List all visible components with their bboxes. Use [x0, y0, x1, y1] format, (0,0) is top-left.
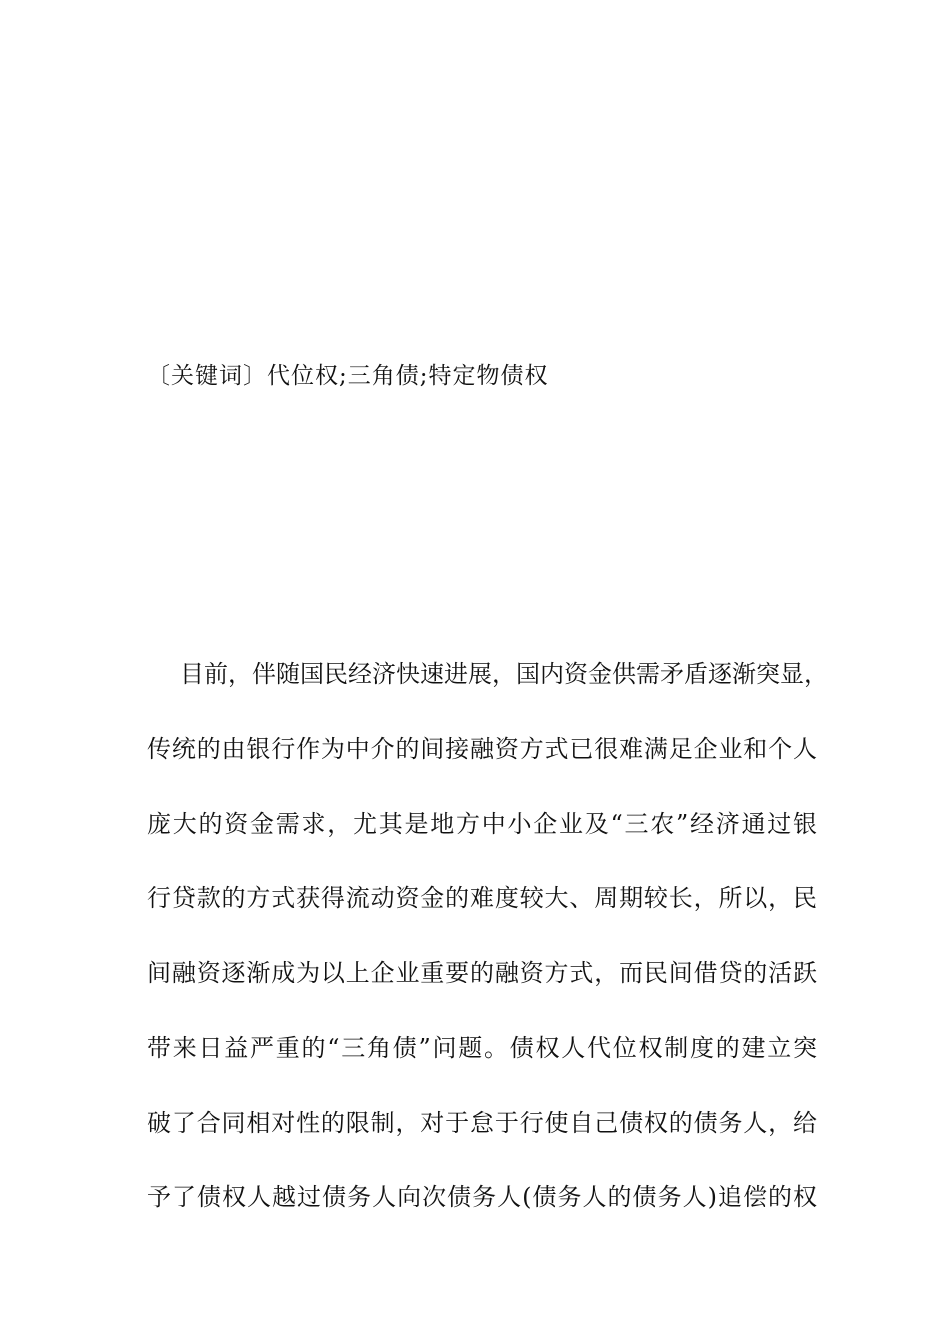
paragraph-line: 庞大的资金需求，尤其是地方中小企业及“三农”经济通过银: [147, 810, 817, 838]
paragraph-line: 破了合同相对性的限制，对于怠于行使自己债权的债务人，给: [147, 1109, 817, 1137]
paragraph-line: 行贷款的方式获得流动资金的难度较大、周期较长，所以，民: [147, 884, 817, 912]
paragraph-line: 带来日益严重的“三角债”问题。债权人代位权制度的建立突: [147, 1034, 817, 1062]
paragraph-line: 目前，伴随国民经济快速进展，国内资金供需矛盾逐渐突显，: [180, 660, 828, 688]
paragraph-line: 间融资逐渐成为以上企业重要的融资方式，而民间借贷的活跃: [147, 959, 817, 987]
paragraph-line: 传统的由银行作为中介的间接融资方式已很难满足企业和个人: [147, 735, 817, 763]
keywords-line: 〔关键词〕代位权;三角债;特定物债权: [147, 363, 549, 389]
paragraph-line: 予了债权人越过债务人向次债务人(债务人的债务人)追偿的权: [147, 1183, 817, 1211]
